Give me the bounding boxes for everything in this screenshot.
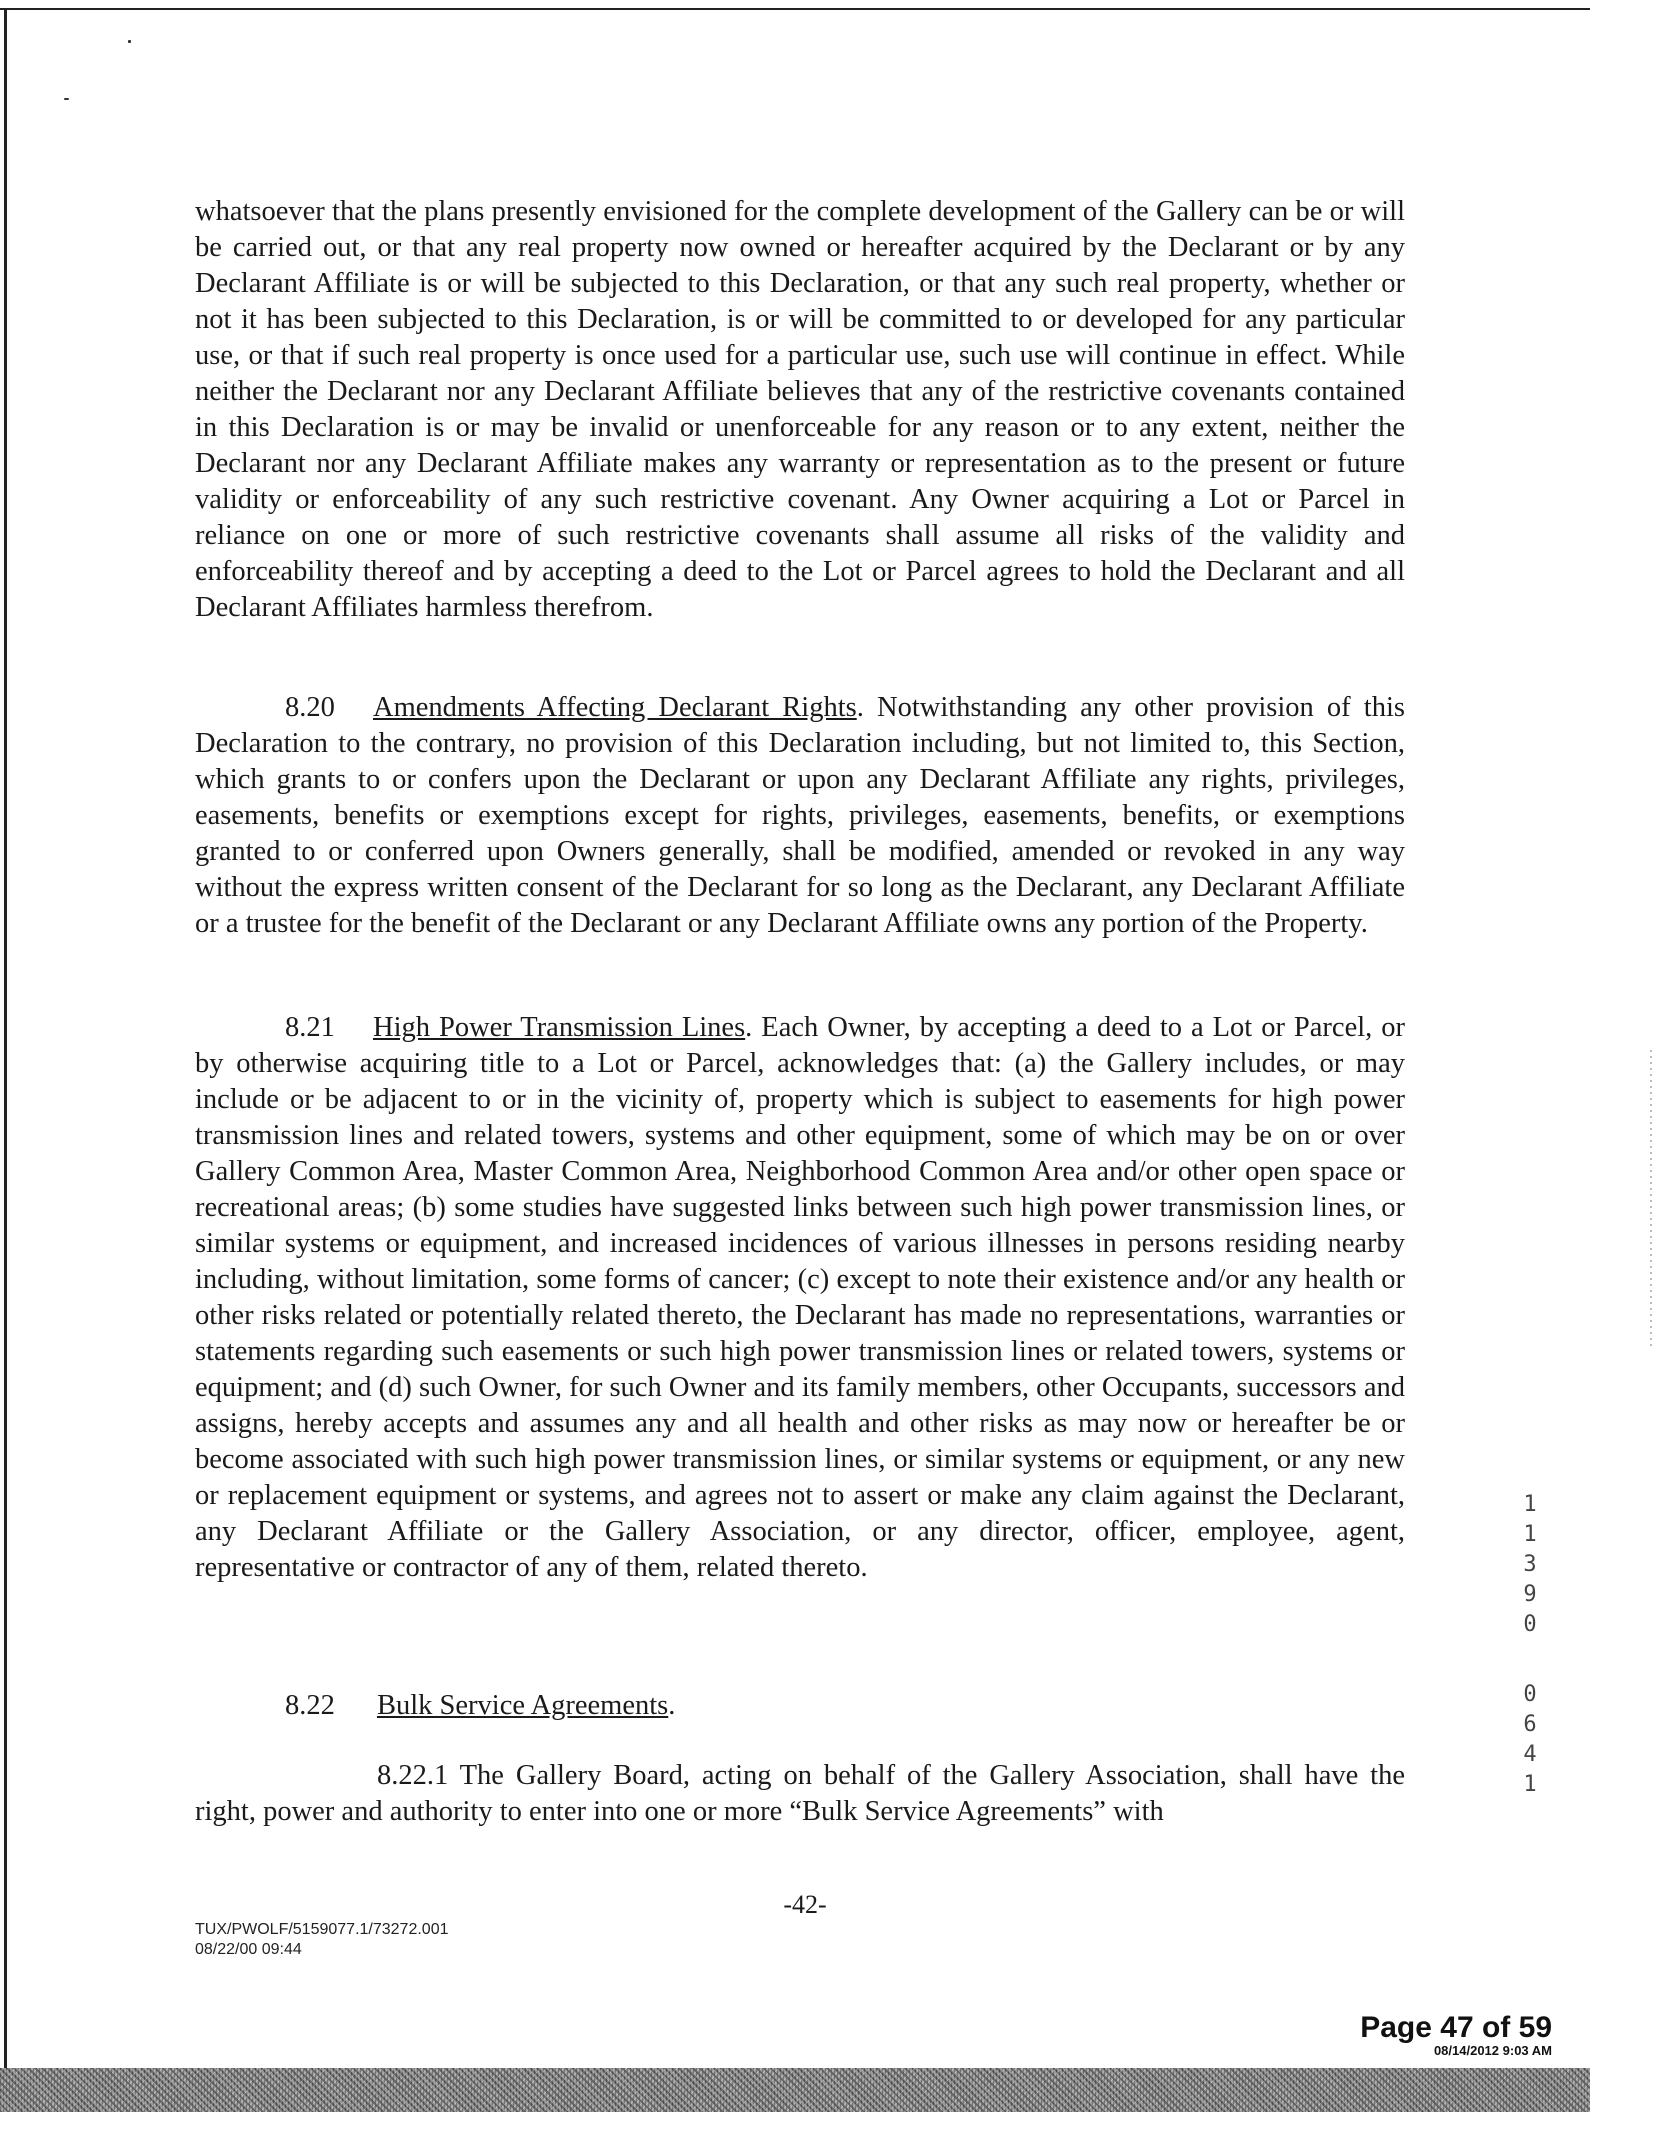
stamp-digit: 1: [1523, 1772, 1537, 1797]
scan-speck: [64, 98, 69, 100]
scan-bottom-band: [0, 2068, 1590, 2112]
stamp-digit: 3: [1523, 1552, 1537, 1577]
scan-right-edge-marks: [1650, 1050, 1652, 1350]
section-number: 8.21: [285, 1012, 335, 1043]
stamp-digit: 0: [1523, 1612, 1537, 1637]
doc-ref-date: 08/22/00 09:44: [195, 1941, 302, 1958]
page-counter: [1360, 2012, 1552, 2058]
stamp-digit: 0: [1523, 1682, 1537, 1707]
stamp-digit: 4: [1523, 1742, 1537, 1767]
page-counter-timestamp: 08/14/2012 9:03 AM: [1433, 2043, 1552, 2058]
stamp-digit: 6: [1523, 1712, 1537, 1737]
stamp-gap: [1520, 1640, 1540, 1680]
page-counter-label: Page 47 of 59: [1360, 2011, 1552, 2044]
continuation-paragraph: whatsoever that the plans presently envisioned for the complete development of the Gallery can be or will be carried out, or that any real property now owned or hereafter acquired by the Declarant or by any Declarant Affiliate is or will be subjected to this Declaration, or that any such real property, whether or not it has been subjected to this Declaration, is or will be committed to or developed for any particular use, or that if such real property is once used for a particular use, such use will continue in effect. While neither the Declarant nor any Declarant Affiliate believes that any of the restrictive covenants contained in this Declaration is or may be invalid or unenforceable for any reason or to any extent, neither the Declarant nor any Declarant Affiliate makes any warranty or representation as to the present or future validity or enforceability of any such restrictive covenant. Any Owner acquiring a Lot or Parcel in reliance on one or more of such restrictive covenants shall assume all risks of the validity and enforceability thereof and by accepting a deed to the Lot or Parcel agrees to hold the Declarant and all Declarant Affiliates harmless therefrom.: [195, 196, 1405, 623]
recording-number-stamp: [1520, 1490, 1540, 1800]
section-8-22: [285, 1688, 675, 1724]
section-8-21: [195, 1010, 1405, 1586]
scan-left-edge: [4, 8, 7, 2098]
scan-speck: [128, 40, 131, 43]
section-title: Amendments Affecting Declarant Rights: [373, 692, 857, 723]
section-body: . Notwithstanding any other provision of this Declaration to the contrary, no provision of this Declaration including, but not limited to, this Section, which grants to or confers upon the Declarant or upon any Declarant Affiliate any rights, privileges, easements, benefits or exemptions except for rights, privileges, easements, benefits, or exemptions granted to or conferred upon Owners generally, shall be modified, amended or revoked in any way without the express written consent of the Declarant for so long as the Declarant, any Declarant Affiliate or a trustee for the benefit of the Declarant or any Declarant Affiliate owns any portion of the Property.: [195, 692, 1405, 939]
section-body: . Each Owner, by accepting a deed to a Lot or Parcel, or by otherwise acquiring title to a Lot or Parcel, acknowledges that: (a) the Gallery includes, or may include or be adjacent to or in the vicinity of, property which is subject to easements for high power transmission lines and related towers, systems and other equipment, some of which may be on or over Gallery Common Area, Master Common Area, Neighborhood Common Area and/or other open space or recreational areas; (b) some studies have suggested links between such high power transmission lines, or similar systems or equipment, and increased incidences of various illnesses in persons residing nearby including, without limitation, some forms of cancer; (c) except to note their existence and/or any health or other risks related or potentially related thereto, the Declarant has made no representations, warranties or statements regarding such easements or such high power transmission lines or related towers, systems or equipment; and (d) such Owner, for such Owner and its family members, other Occupants, successors and assigns, hereby accepts and assumes any and all health and other risks as may now or hereafter be or become associated with such high power transmission lines, or similar systems or equipment, or any new or replacement equipment or systems, and agrees not to assert or make any claim against the Declarant, any Declarant Affiliate or the Gallery Association, or any director, officer, employee, agent, representative or contractor of any of them, related thereto.: [195, 1012, 1405, 1583]
doc-ref-code: TUX/PWOLF/5159077.1/73272.001: [195, 1921, 449, 1938]
section-number: 8.20: [285, 692, 335, 723]
scan-top-edge: [0, 8, 1590, 10]
section-suffix: .: [668, 1690, 676, 1721]
section-8-22-1: 8.22.1 The Gallery Board, acting on behalf of the Gallery Association, shall have the right, power and authority to enter into one or more “Bulk Service Agreements” with: [195, 1760, 1405, 1827]
section-number: 8.22: [285, 1690, 335, 1721]
page-number: -42-: [783, 1890, 827, 1919]
section-title: Bulk Service Agreements: [377, 1690, 669, 1721]
stamp-digit: 9: [1523, 1582, 1537, 1607]
stamp-digit: 1: [1523, 1492, 1537, 1517]
section-title: High Power Transmission Lines: [373, 1012, 746, 1043]
section-8-20: [195, 690, 1405, 942]
document-reference: [195, 1920, 449, 1960]
stamp-digit: 1: [1523, 1522, 1537, 1547]
